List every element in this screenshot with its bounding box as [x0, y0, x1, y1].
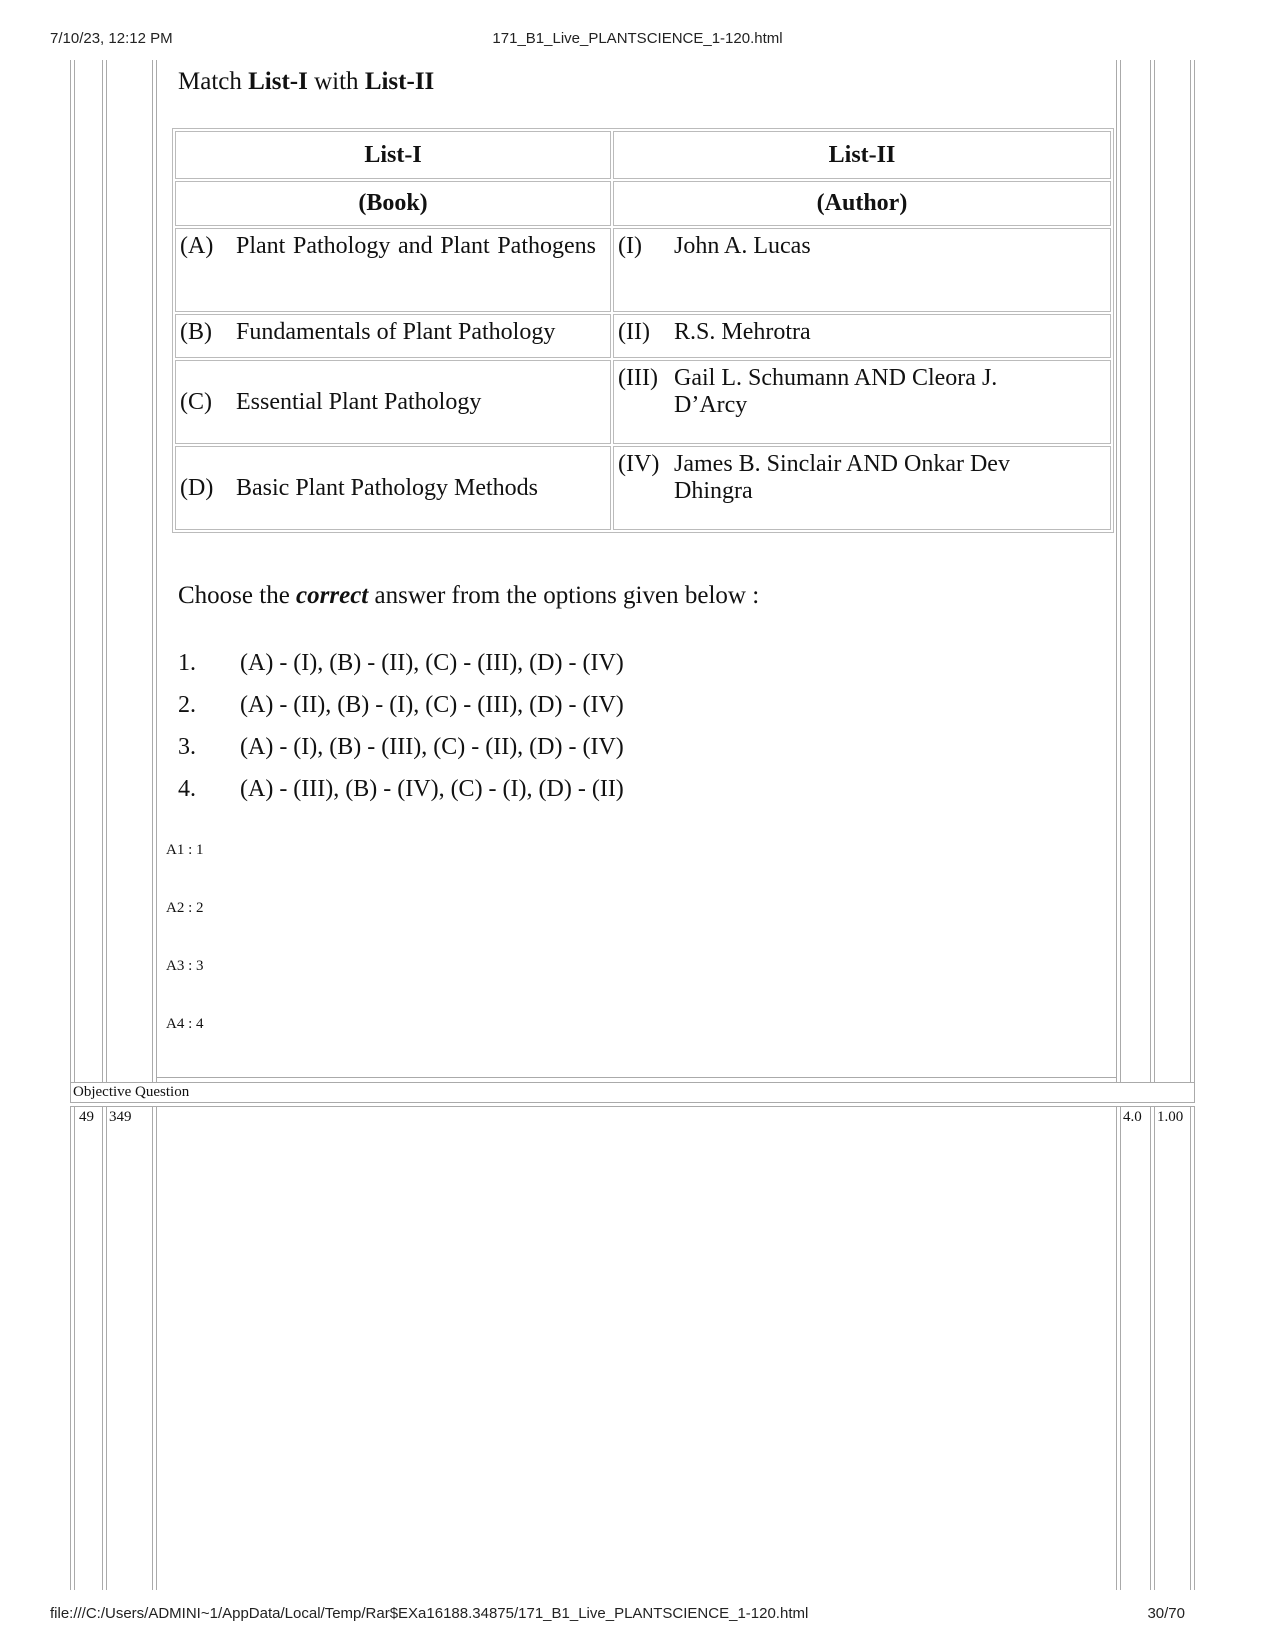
question-serial: 49	[79, 1109, 94, 1125]
answer-key: A1 : 1	[166, 842, 204, 858]
frame-line	[70, 1106, 71, 1590]
frame-line	[1154, 1106, 1155, 1590]
match-table	[172, 128, 1114, 533]
table-row: (B) Fundamentals of Plant Pathology (II) R.S. Mehrotra	[175, 314, 1111, 358]
section-label: Objective Question	[73, 1084, 190, 1100]
frame-line	[1116, 1106, 1117, 1590]
answer-key: A2 : 2	[166, 900, 204, 916]
frame-line	[74, 60, 75, 1082]
frame-line	[1150, 1106, 1151, 1590]
frame-line	[102, 60, 103, 1082]
frame-line	[70, 1106, 1195, 1107]
frame-line	[156, 1077, 1116, 1078]
option-item: 2. (A) - (II), (B) - (I), (C) - (III), (D) - (IV)	[178, 692, 624, 718]
frame-line	[1194, 60, 1195, 1082]
list1-header: List-I	[175, 131, 611, 179]
print-datetime: 7/10/23, 12:12 PM	[50, 30, 173, 47]
question-intro: Match List-I with List-II	[178, 68, 435, 95]
print-page-title: 171_B1_Live_PLANTSCIENCE_1-120.html	[492, 30, 783, 47]
frame-line	[1150, 60, 1151, 1082]
print-file-path: file:///C:/Users/ADMINI~1/AppData/Local/Temp/Rar$EXa16188.34875/171_B1_Live_PLANTSCIENCE_1-120.html	[50, 1605, 809, 1622]
frame-line	[1194, 1106, 1195, 1590]
choose-instruction: Choose the correct answer from the options given below :	[178, 582, 760, 609]
frame-line	[1190, 1106, 1191, 1590]
frame-line	[1190, 60, 1191, 1082]
table-row: (D) Basic Plant Pathology Methods (IV) James B. Sinclair AND Onkar Dev Dhingra	[175, 446, 1111, 530]
frame-line	[156, 60, 157, 1082]
frame-line	[1120, 60, 1121, 1082]
frame-line	[152, 60, 153, 1082]
frame-line	[156, 1106, 157, 1590]
frame-line	[1154, 60, 1155, 1082]
list2-header: List-II	[613, 131, 1111, 179]
answer-key: A4 : 4	[166, 1016, 204, 1032]
frame-line	[70, 60, 71, 1082]
question-id: 349	[109, 1109, 132, 1125]
question-marks: 4.0	[1123, 1109, 1142, 1125]
option-item: 1. (A) - (I), (B) - (II), (C) - (III), (D) - (IV)	[178, 650, 624, 676]
frame-line	[70, 1082, 1195, 1083]
frame-line	[102, 1106, 103, 1590]
frame-line	[74, 1106, 75, 1590]
option-item: 4. (A) - (III), (B) - (IV), (C) - (I), (D) - (II)	[178, 776, 624, 802]
list1-subheader: (Book)	[175, 181, 611, 226]
frame-line	[1120, 1106, 1121, 1590]
frame-line	[152, 1106, 153, 1590]
frame-line	[106, 1106, 107, 1590]
option-item: 3. (A) - (I), (B) - (III), (C) - (II), (D) - (IV)	[178, 734, 624, 760]
frame-line	[1194, 1082, 1195, 1102]
print-page-counter: 30/70	[1147, 1605, 1185, 1622]
options-list	[178, 642, 624, 810]
table-row: (A) Plant Pathology and Plant Pathogens (I) John A. Lucas	[175, 228, 1111, 312]
question-negative-marks: 1.00	[1157, 1109, 1184, 1125]
frame-line	[106, 60, 107, 1082]
frame-line	[70, 1102, 1195, 1103]
list2-subheader: (Author)	[613, 181, 1111, 226]
frame-line	[70, 1082, 71, 1102]
frame-line	[1116, 60, 1117, 1082]
answer-key: A3 : 3	[166, 958, 204, 974]
table-row: (C) Essential Plant Pathology (III) Gail L. Schumann AND Cleora J. D’Arcy	[175, 360, 1111, 444]
